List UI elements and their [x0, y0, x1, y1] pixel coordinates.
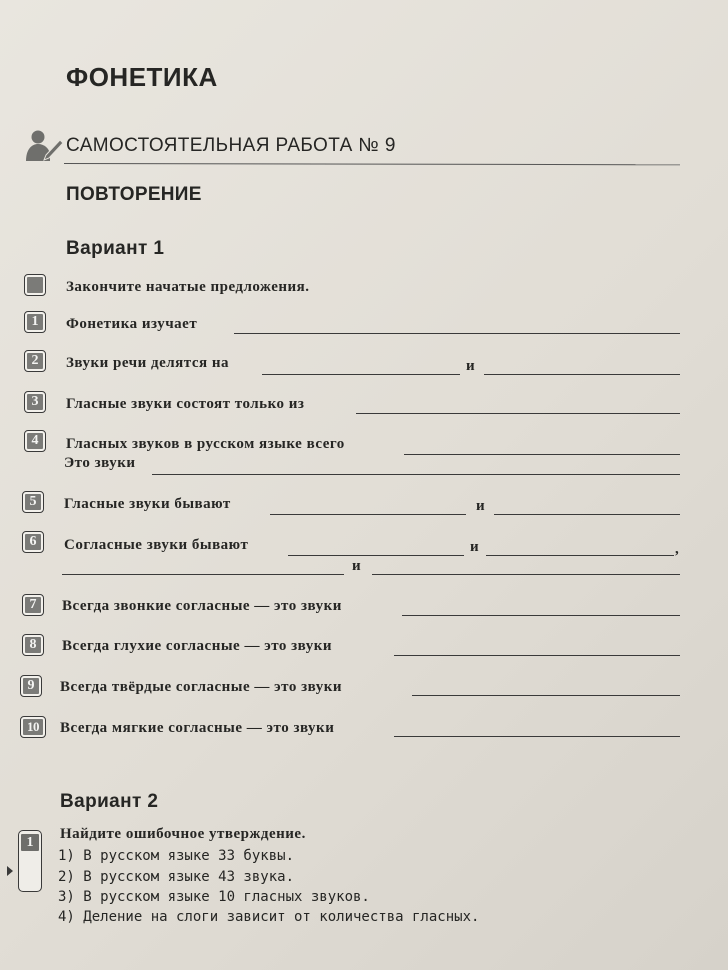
- answer-line[interactable]: [486, 555, 674, 556]
- task-text: Всегда твёрдые согласные — это звуки: [60, 679, 342, 695]
- v2-option: 2) В русском языке 43 звука.: [58, 869, 295, 885]
- instruction-marker: [24, 274, 46, 296]
- v2-question: Найдите ошибочное утверждение.: [60, 826, 306, 842]
- conjunction: и: [470, 539, 480, 555]
- answer-line[interactable]: [372, 574, 680, 575]
- instruction-text: Закончите начатые предложения.: [66, 279, 310, 295]
- task-number-box: 9: [20, 675, 42, 697]
- task-number: 1: [21, 834, 39, 851]
- answer-line[interactable]: [288, 555, 464, 556]
- task-number-box: 1: [24, 311, 46, 333]
- task-number-box: 6: [22, 531, 44, 553]
- answer-line[interactable]: [394, 655, 680, 656]
- title-divider: [64, 163, 680, 165]
- variant-1-title: Вариант 1: [66, 238, 165, 259]
- answer-line[interactable]: [62, 574, 344, 575]
- comma: ,: [675, 541, 680, 557]
- answer-line[interactable]: [484, 374, 680, 375]
- answer-line[interactable]: [270, 514, 466, 515]
- pencil-writer-icon: [24, 128, 64, 162]
- answer-line[interactable]: [152, 474, 680, 475]
- task-number-box: 5: [22, 491, 44, 513]
- task-number-box: 10: [20, 716, 46, 738]
- arrow-right-icon: [7, 866, 13, 876]
- task-text: Всегда мягкие согласные — это звуки: [60, 720, 335, 736]
- task-number-box: 7: [22, 594, 44, 616]
- v2-option: 1) В русском языке 33 буквы.: [58, 848, 295, 864]
- variant-2-title: Вариант 2: [60, 791, 159, 812]
- answer-line[interactable]: [412, 695, 680, 696]
- task-number-box: 3: [24, 391, 46, 413]
- task-text: Согласные звуки бывают: [64, 537, 249, 553]
- task-text-continuation: Это звуки: [64, 455, 136, 471]
- v2-option: 4) Деление на слоги зависит от количества гласных.: [58, 909, 480, 925]
- answer-line[interactable]: [262, 374, 460, 375]
- task-number-box: 4: [24, 430, 46, 452]
- answer-line[interactable]: [394, 736, 680, 737]
- task-text: Всегда звонкие согласные — это звуки: [62, 598, 342, 614]
- conjunction: и: [466, 358, 476, 374]
- answer-line[interactable]: [402, 615, 680, 616]
- conjunction: и: [476, 498, 486, 514]
- section-title: ПОВТОРЕНИЕ: [66, 184, 202, 205]
- task-text: Звуки речи делятся на: [66, 355, 230, 371]
- answer-box[interactable]: [18, 830, 42, 892]
- v2-option: 3) В русском языке 10 гласных звуков.: [58, 889, 370, 905]
- task-text: Гласных звуков в русском языке всего: [66, 436, 345, 452]
- answer-line[interactable]: [234, 333, 680, 334]
- task-text: Фонетика изучает: [66, 316, 198, 332]
- task-number-box: 8: [22, 634, 44, 656]
- page-title: ФОНЕТИКА: [66, 62, 218, 92]
- task-text: Всегда глухие согласные — это звуки: [62, 638, 333, 654]
- answer-line[interactable]: [494, 514, 680, 515]
- task-number-box: 2: [24, 350, 46, 372]
- answer-line[interactable]: [404, 454, 680, 455]
- answer-line[interactable]: [356, 413, 680, 414]
- work-title: САМОСТОЯТЕЛЬНАЯ РАБОТА № 9: [66, 135, 396, 156]
- conjunction: и: [352, 558, 362, 574]
- task-text: Гласные звуки состоят только из: [66, 396, 305, 412]
- task-text: Гласные звуки бывают: [64, 496, 231, 512]
